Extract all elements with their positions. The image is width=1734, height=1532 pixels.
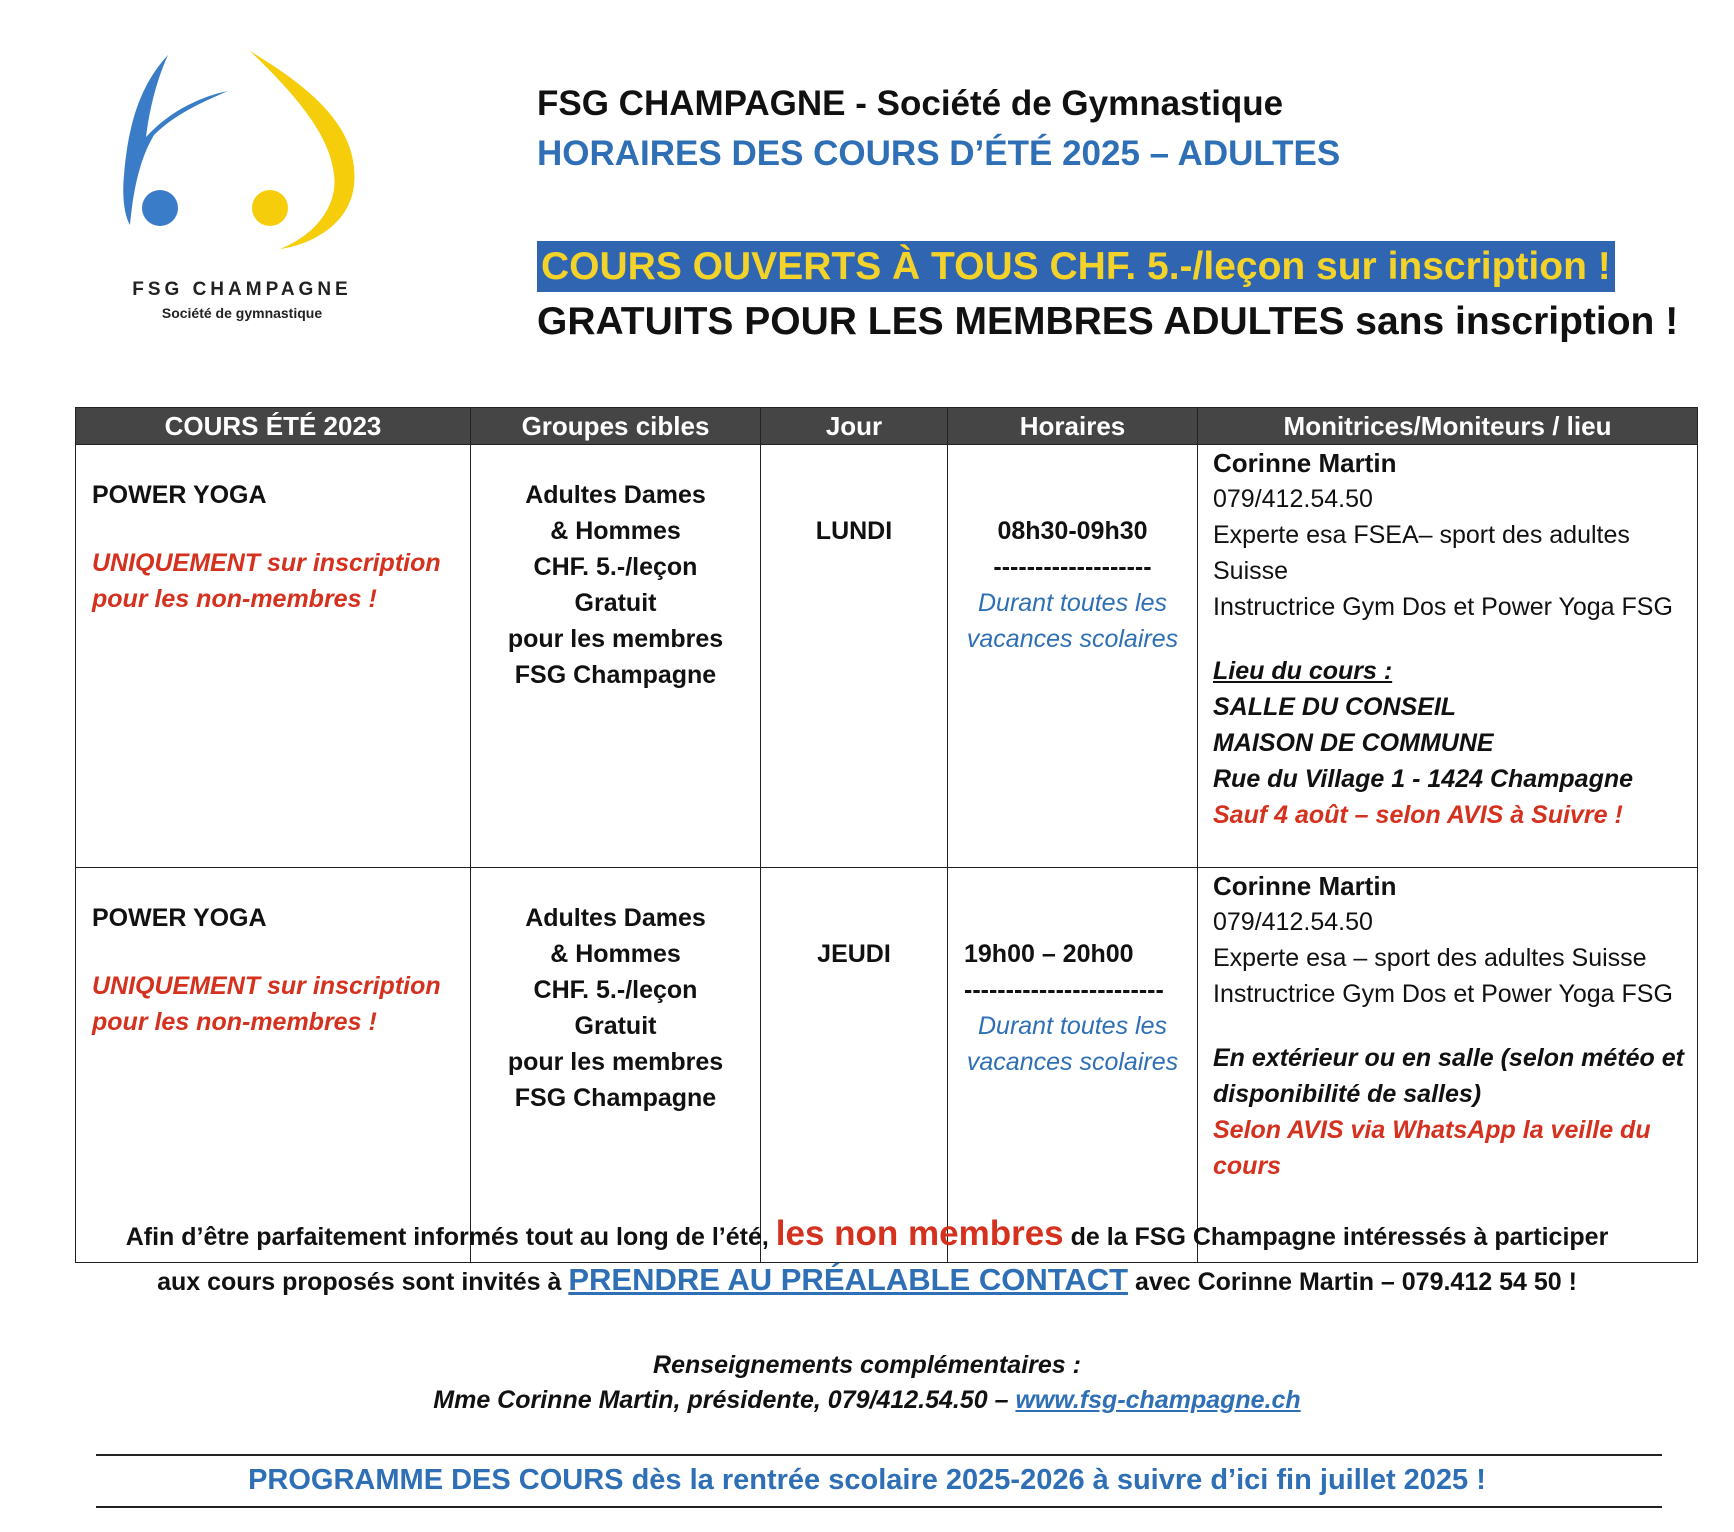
info-contact: [0, 1386, 1734, 1415]
period-line: vacances scolaires: [966, 1048, 1179, 1076]
hours-cell: [948, 445, 1198, 868]
course-name: POWER YOGA: [92, 904, 267, 932]
place-line: Rue du Village 1 - 1424 Champagne: [1213, 765, 1634, 793]
info-text: Afin d’être parfaitement informés tout au long de l’été,: [125, 1223, 776, 1251]
info-text: de la FSG Champagne intéressés à participer: [1063, 1223, 1609, 1251]
instructor-phone: 079/412.54.50: [1213, 908, 1373, 936]
place-line: disponibilité de salles): [1213, 1080, 1482, 1108]
time-range: 08h30-09h30: [997, 517, 1148, 545]
logo-name: FSG CHAMPAGNE: [132, 279, 352, 300]
footer-divider-bottom: [96, 1506, 1662, 1508]
course-schedule-table: [75, 407, 1698, 1263]
logo-subtitle: Société de gymnastique: [161, 305, 323, 321]
day-cell: LUNDI: [761, 445, 948, 868]
header-day: Jour: [761, 408, 948, 445]
non-members-highlight: les non membres: [775, 1214, 1064, 1253]
course-note: UNIQUEMENT sur inscription: [92, 549, 441, 577]
group-line: pour les membres: [507, 1048, 724, 1076]
organization-title: FSG CHAMPAGNE - Société de Gymnastique: [537, 84, 1284, 123]
info-line-2: [0, 1262, 1734, 1298]
separator: -------------------: [993, 553, 1152, 581]
info-title: Renseignements complémentaires :: [653, 1351, 1081, 1379]
table-row: [76, 445, 1698, 868]
instructor-cell: [1198, 868, 1698, 1263]
group-line: Adultes Dames: [525, 904, 706, 932]
course-note: UNIQUEMENT sur inscription: [92, 972, 441, 1000]
time-range: 19h00 – 20h00: [964, 940, 1134, 968]
footer-divider-top: [96, 1454, 1662, 1456]
place-label: Lieu du cours :: [1213, 657, 1393, 685]
website-link[interactable]: www.fsg-champagne.ch: [1015, 1386, 1301, 1414]
logo-yellow-dot: [252, 190, 288, 226]
group-line: CHF. 5.-/leçon: [533, 553, 698, 581]
info-text: avec Corinne Martin – 079.412 54 50 !: [1128, 1268, 1577, 1296]
instructor-name: Corinne Martin: [1213, 871, 1397, 901]
course-name: POWER YOGA: [92, 481, 267, 509]
instructor-phone: 079/412.54.50: [1213, 485, 1373, 513]
group-line: FSG Champagne: [514, 661, 717, 689]
schedule-title: HORAIRES DES COURS D’ÉTÉ 2025 – ADULTES: [537, 134, 1341, 173]
free-members-tail: sans inscription !: [1344, 300, 1679, 343]
fsg-champagne-logo: [110, 45, 370, 275]
contact-link[interactable]: PRENDRE AU PRÉALABLE CONTACT: [568, 1262, 1129, 1297]
separator: ------------------------: [964, 976, 1164, 1004]
warning-note: Sauf 4 août – selon AVIS à Suivre !: [1213, 801, 1623, 829]
place-line: En extérieur ou en salle (selon météo et: [1213, 1044, 1684, 1072]
group-line: pour les membres: [507, 625, 724, 653]
place-line: SALLE DU CONSEIL: [1213, 693, 1457, 721]
group-line: FSG Champagne: [514, 1084, 717, 1112]
course-cell: [76, 868, 471, 1263]
course-note: pour les non-membres !: [92, 1008, 377, 1036]
header-course: COURS ÉTÉ 2023: [76, 408, 471, 445]
free-members-notice: [537, 300, 1678, 344]
free-members-main: GRATUITS POUR LES MEMBRES ADULTES: [537, 300, 1345, 343]
instructor-role: Instructrice Gym Dos et Power Yoga FSG: [1213, 980, 1673, 1008]
instructor-cell: [1198, 445, 1698, 868]
group-line: & Hommes: [550, 517, 681, 545]
instructor-name: Corinne Martin: [1213, 448, 1397, 478]
period-line: Durant toutes les: [978, 589, 1167, 617]
course-cell: [76, 445, 471, 868]
info-line-1: [0, 1214, 1734, 1254]
warning-note: Selon AVIS via WhatsApp la veille du cours: [1213, 1116, 1651, 1180]
instructor-role: Experte esa – sport des adultes Suisse: [1213, 944, 1647, 972]
period-line: Durant toutes les: [978, 1012, 1167, 1040]
program-notice: PROGRAMME DES COURS dès la rentrée scolaire 2025-2026 à suivre d’ici fin juillet 2025 !: [248, 1464, 1486, 1496]
groups-cell: [471, 868, 761, 1263]
header-groups: Groupes cibles: [471, 408, 761, 445]
open-courses-banner: COURS OUVERTS À TOUS CHF. 5.-/leçon sur inscription !: [537, 241, 1615, 292]
course-note: pour les non-membres !: [92, 585, 377, 613]
group-line: CHF. 5.-/leçon: [533, 976, 698, 1004]
header-instructors: Monitrices/Moniteurs / lieu: [1198, 408, 1698, 445]
info-text: aux cours proposés sont invités à: [157, 1268, 569, 1296]
logo-blue-dot: [142, 190, 178, 226]
table-row: [76, 868, 1698, 1263]
hours-cell: [948, 868, 1198, 1263]
header-hours: Horaires: [948, 408, 1198, 445]
group-line: Gratuit: [574, 589, 657, 617]
group-line: Gratuit: [574, 1012, 657, 1040]
period-line: vacances scolaires: [966, 625, 1179, 653]
contact-text: Mme Corinne Martin, présidente, 079/412.54.50 –: [433, 1386, 1016, 1414]
instructor-role: Experte esa FSEA– sport des adultes Suisse: [1213, 521, 1630, 585]
table-header-row: [76, 408, 1698, 445]
place-line: MAISON DE COMMUNE: [1213, 729, 1494, 757]
groups-cell: [471, 445, 761, 868]
instructor-role: Instructrice Gym Dos et Power Yoga FSG: [1213, 593, 1673, 621]
group-line: & Hommes: [550, 940, 681, 968]
day-cell: JEUDI: [761, 868, 948, 1263]
group-line: Adultes Dames: [525, 481, 706, 509]
